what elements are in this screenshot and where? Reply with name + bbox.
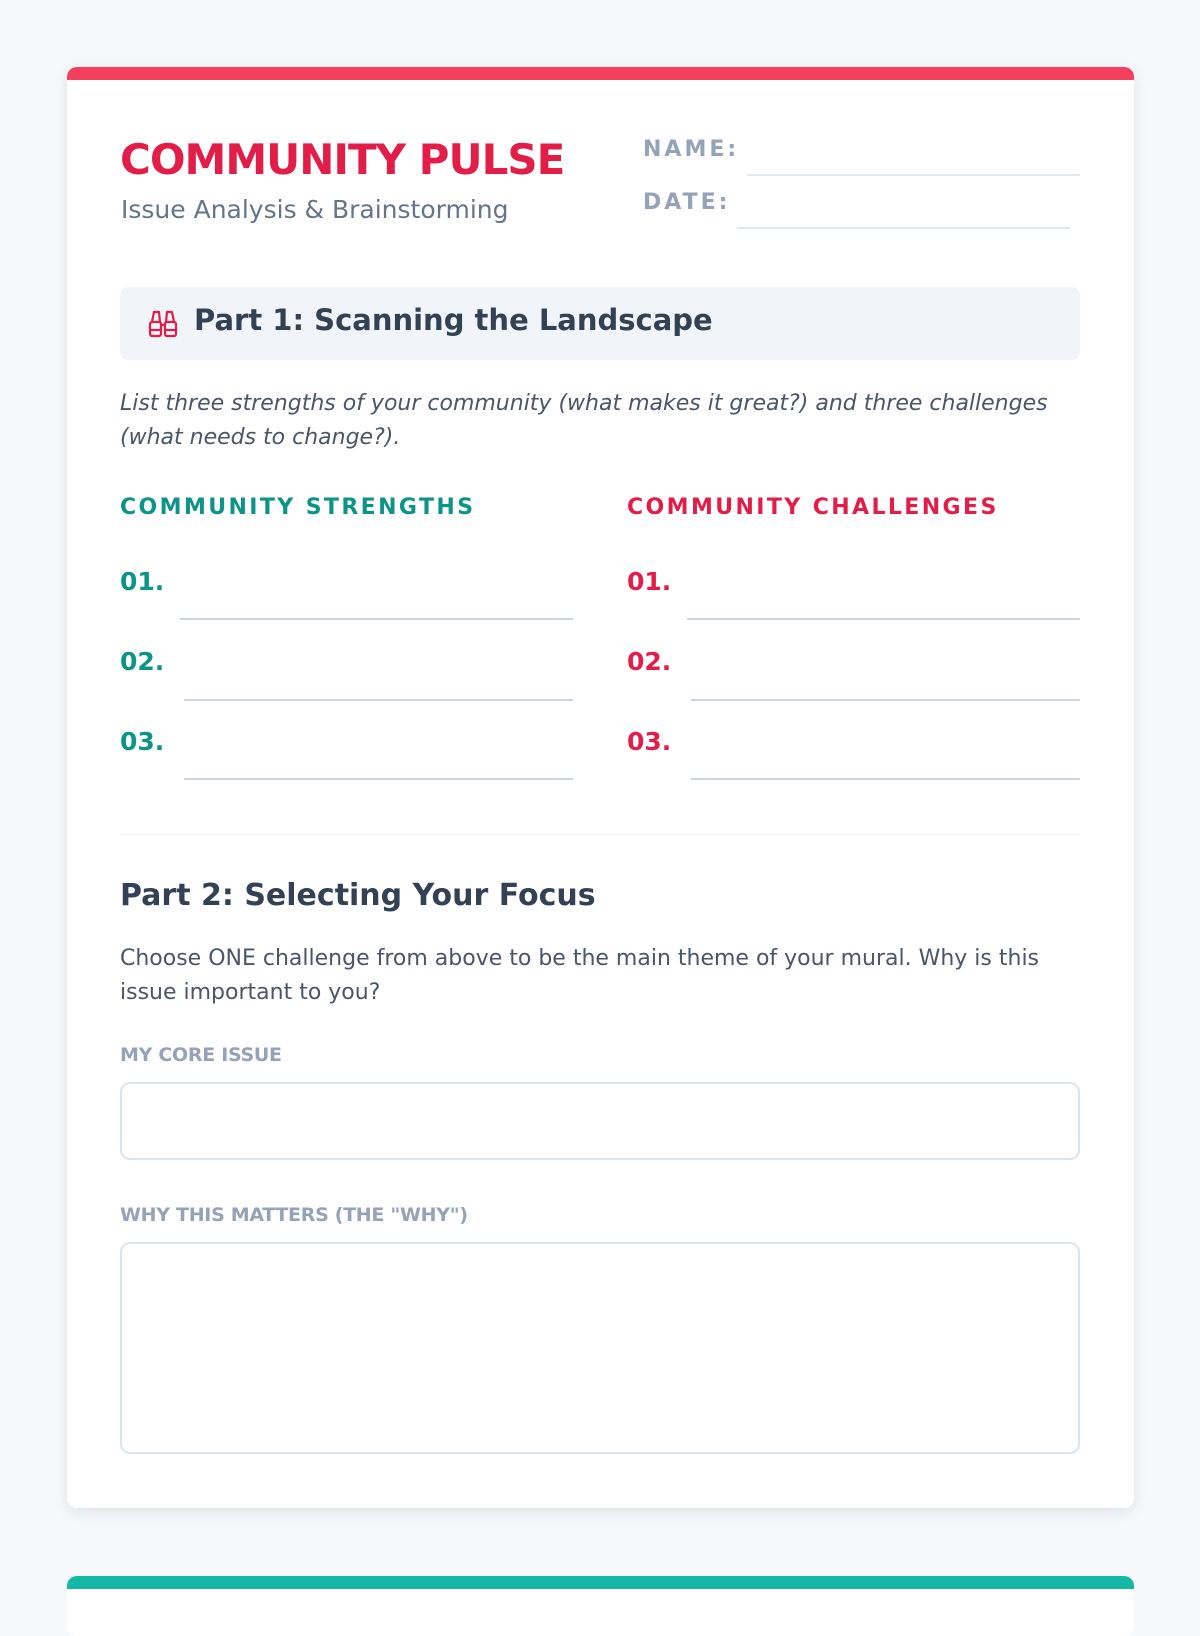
- part2-description: Choose ONE challenge from above to be the main theme of your mural. Why is this issue important to you?: [120, 946, 1040, 1005]
- strength-number: 03.: [120, 727, 165, 756]
- section-divider: [120, 834, 1080, 835]
- name-field[interactable]: [747, 174, 1080, 176]
- why-textarea[interactable]: [120, 1242, 1080, 1454]
- part2-title: Part 2: Selecting Your Focus: [120, 878, 596, 913]
- strength-answer-line[interactable]: [184, 778, 573, 780]
- challenge-answer-line[interactable]: [691, 699, 1080, 701]
- challenge-answer-line[interactable]: [687, 618, 1080, 620]
- challenge-number: 01.: [627, 567, 672, 596]
- next-section-card: [67, 1576, 1134, 1636]
- card-accent-bar: [67, 67, 1134, 80]
- strength-answer-line[interactable]: [180, 618, 573, 620]
- worksheet-card: [67, 67, 1134, 1508]
- challenge-number: 02.: [627, 647, 672, 676]
- core-issue-label: MY CORE ISSUE: [120, 1044, 282, 1066]
- worksheet-subtitle: Issue Analysis & Brainstorming: [121, 195, 509, 224]
- strengths-heading: COMMUNITY STRENGTHS: [120, 495, 476, 520]
- challenge-answer-line[interactable]: [691, 778, 1080, 780]
- strength-number: 02.: [120, 647, 165, 676]
- worksheet-title: COMMUNITY PULSE: [120, 135, 565, 184]
- why-label: WHY THIS MATTERS (THE "WHY"): [120, 1204, 468, 1226]
- binoculars-icon: [147, 308, 179, 340]
- part1-header: [120, 287, 1080, 360]
- challenge-number: 03.: [627, 727, 672, 756]
- next-card-accent-bar: [67, 1576, 1134, 1589]
- name-label: NAME:: [643, 137, 740, 162]
- strength-number: 01.: [120, 567, 165, 596]
- part1-title: Part 1: Scanning the Landscape: [194, 303, 713, 337]
- part1-instructions: List three strengths of your community (what makes it great?) and three challenges (what needs to change?).: [120, 391, 1048, 450]
- date-label: DATE:: [643, 190, 731, 215]
- challenges-heading: COMMUNITY CHALLENGES: [627, 495, 999, 520]
- date-field[interactable]: [737, 227, 1070, 229]
- strength-answer-line[interactable]: [184, 699, 573, 701]
- core-issue-input[interactable]: [120, 1082, 1080, 1160]
